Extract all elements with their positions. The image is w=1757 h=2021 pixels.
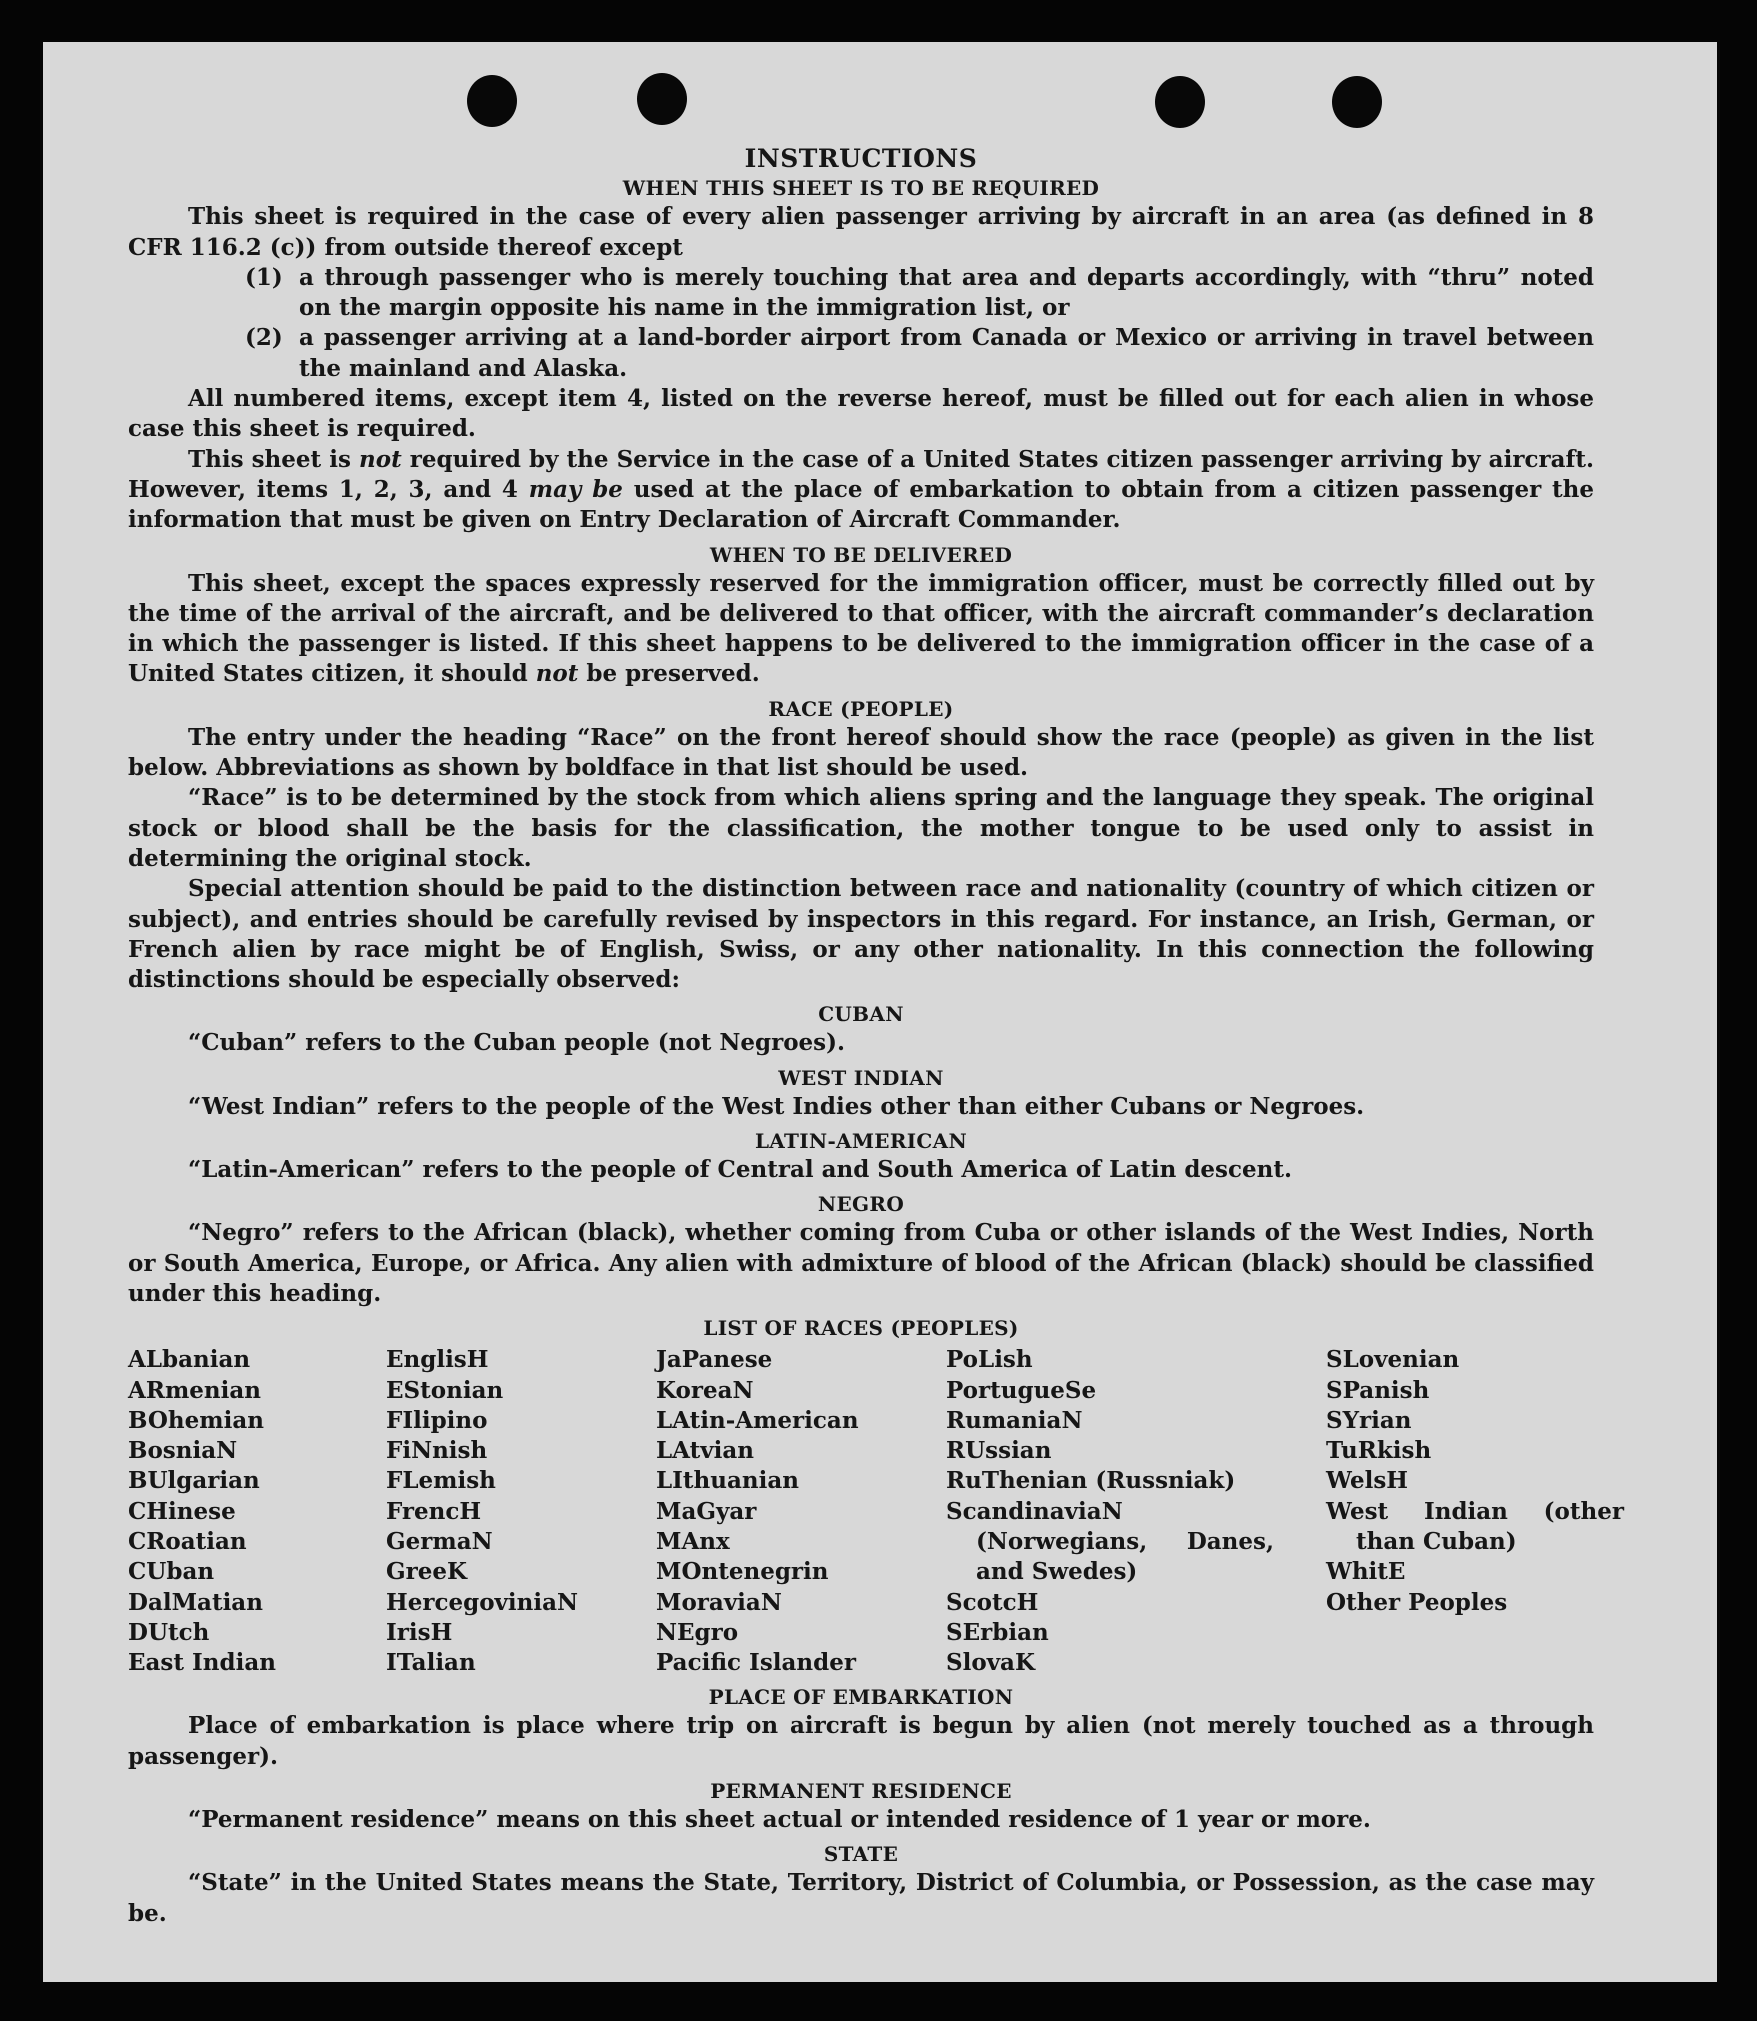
punch-hole (1332, 76, 1382, 128)
section-heading: LIST OF RACES (PEOPLES) (703, 1316, 1019, 1341)
section-heading: CUBAN (818, 1002, 904, 1027)
race-item: WelsH (1326, 1467, 1409, 1495)
race-item: IrisH (386, 1618, 453, 1646)
paragraph (128, 569, 1594, 690)
race-item: FIlipino (386, 1406, 488, 1434)
item-number: (2) (245, 324, 283, 352)
item-number: (1) (245, 263, 283, 291)
race-item: CRoatian (128, 1527, 247, 1555)
race-item: West Indian (other than Cuban) (1326, 1497, 1624, 1555)
emphasis: not (535, 660, 579, 688)
document-page (43, 42, 1717, 1982)
race-item: RUssian (946, 1437, 1052, 1465)
race-item: ARmenian (128, 1376, 262, 1404)
paragraph: “Race” is to be determined by the stock from which aliens spring and the language they speak. The original stock or blood shall be the basis for the classification, the mother tongue to be used only to assist in determining the original stock. (128, 784, 1594, 872)
race-column (128, 1345, 386, 1678)
race-item: MOntenegrin (656, 1558, 829, 1586)
race-item: Other Peoples (1326, 1588, 1508, 1616)
race-item: EnglisH (386, 1346, 489, 1374)
paragraph: “West Indian” refers to the people of the West Indies other than either Cubans or Negroes. (188, 1092, 1365, 1120)
instructions-content (128, 144, 1624, 1929)
race-item: FrencH (386, 1497, 482, 1525)
paragraph: The entry under the heading “Race” on the front hereof should show the race (people) as given in the list below. Abbreviations as shown by boldface in that list should be used. (128, 723, 1594, 782)
race-item: TuRkish (1326, 1437, 1432, 1465)
race-item: SYrian (1326, 1406, 1412, 1434)
race-item: BosniaN (128, 1437, 238, 1465)
paragraph: This sheet is required in the case of every alien passenger arriving by aircraft in an area (as defined in 8 CFR 116.2 (c)) from outside thereof except (128, 203, 1594, 261)
emphasis: may be (528, 475, 623, 503)
race-item: SLovenian (1326, 1346, 1460, 1374)
race-column (946, 1345, 1326, 1678)
race-item: MAnx (656, 1527, 730, 1555)
race-item: RumaniaN (946, 1406, 1083, 1434)
race-item: EStonian (386, 1376, 504, 1404)
race-item: Pacific Islander (656, 1649, 856, 1677)
page-title: INSTRUCTIONS (744, 144, 978, 173)
race-column (1326, 1345, 1624, 1678)
punch-hole (637, 73, 687, 125)
section-heading: LATIN-AMERICAN (754, 1129, 968, 1154)
race-item: ScotcH (946, 1588, 1039, 1616)
text-run: be preserved. (578, 660, 760, 688)
race-item: NEgro (656, 1618, 739, 1646)
race-column (386, 1345, 656, 1678)
race-item: GreeK (386, 1558, 468, 1586)
race-item: BUlgarian (128, 1467, 260, 1495)
list-item (245, 263, 1594, 324)
race-list (128, 1345, 1624, 1678)
race-item: LAtin-American (656, 1406, 859, 1434)
section-heading: WHEN THIS SHEET IS TO BE REQUIRED (622, 176, 1100, 201)
section-heading: STATE (823, 1842, 899, 1867)
punch-hole (467, 75, 517, 127)
section-heading: WHEN TO BE DELIVERED (709, 542, 1013, 567)
paragraph (128, 445, 1594, 536)
race-item: BOhemian (128, 1406, 264, 1434)
list-item (245, 323, 1594, 384)
punch-hole (1155, 76, 1205, 128)
paragraph: “Permanent residence” means on this sheet actual or intended residence of 1 year or more. (188, 1806, 1371, 1834)
race-item: East Indian (128, 1649, 276, 1677)
race-item: GermaN (386, 1527, 493, 1555)
paragraph: Special attention should be paid to the distinction between race and nationality (country of which citizen or subject), and entries should be carefully revised by inspectors in this regard. For instance, an Irish, German, or French alien by race might be of English, Swiss, or any other nationality. In this connection the following distinctions should be especially observed: (128, 875, 1594, 994)
race-item: ALbanian (128, 1346, 251, 1374)
race-item: SPanish (1326, 1376, 1430, 1404)
race-item: SlovaK (946, 1649, 1035, 1677)
race-item: LIthuanian (656, 1467, 799, 1495)
race-item: RuThenian (Russniak) (946, 1467, 1236, 1495)
paragraph: “State” in the United States means the State, Territory, District of Columbia, or Possession, as the case may be. (128, 1869, 1594, 1927)
race-item: LAtvian (656, 1437, 754, 1465)
item-text: a through passenger who is merely touching that area and departs accordingly, with “thru” noted on the margin opposite his name in the immigration list, or (299, 263, 1594, 322)
race-item: ScandinaviaN (Norwegians, Danes, and Swedes) (946, 1497, 1274, 1586)
race-item: SErbian (946, 1618, 1049, 1646)
text-run: used at the place of embarkation to obtain from a citizen passenger the information that must be given on Entry Declaration of Aircraft Commander. (128, 475, 1595, 534)
race-item: FiNnish (386, 1437, 488, 1465)
text-run: This sheet, except the spaces expressly reserved for the immigration officer, must be correctly filled out by the time of the arrival of the aircraft, and be delivered to that officer, with the aircraft commander’s declaration in which the passenger is listed. If this sheet happens to be delivered to the immigration officer in the case of a United States citizen, it should (128, 569, 1594, 688)
race-item: PortugueSe (946, 1376, 1097, 1404)
race-item: FLemish (386, 1467, 496, 1495)
section-heading: RACE (PEOPLE) (768, 696, 954, 721)
section-heading: PLACE OF EMBARKATION (708, 1685, 1014, 1710)
paragraph: “Cuban” refers to the Cuban people (not Negroes). (188, 1029, 846, 1057)
section-heading: WEST INDIAN (778, 1065, 944, 1090)
paragraph: “Latin-American” refers to the people of Central and South America of Latin descent. (188, 1156, 1292, 1184)
race-item: KoreaN (656, 1376, 754, 1404)
race-item: ITalian (386, 1649, 476, 1677)
paragraph: “Negro” refers to the African (black), whether coming from Cuba or other islands of the West Indies, North or South America, Europe, or Africa. Any alien with admixture of blood of the African (black) should be classified under this heading. (128, 1219, 1594, 1307)
race-item: PoLish (946, 1346, 1033, 1374)
race-column (656, 1345, 946, 1678)
race-item: CUban (128, 1558, 215, 1586)
text-run: required by the Service in the case of a United States citizen passenger arriving by aircraft. However, items 1, 2, 3, and 4 (128, 445, 1594, 503)
race-item: DUtch (128, 1618, 210, 1646)
item-text: a passenger arriving at a land-border airport from Canada or Mexico or arriving in travel between the mainland and Alaska. (299, 324, 1594, 382)
race-item: DalMatian (128, 1588, 263, 1616)
paragraph: All numbered items, except item 4, listed on the reverse hereof, must be filled out for each alien in whose case this sheet is required. (128, 385, 1594, 443)
section-heading: PERMANENT RESIDENCE (710, 1779, 1012, 1804)
race-item: WhitE (1326, 1558, 1406, 1586)
race-item: HercegoviniaN (386, 1588, 579, 1616)
emphasis: not (359, 445, 402, 473)
race-item: JaPanese (656, 1346, 773, 1374)
section-heading: NEGRO (817, 1192, 905, 1217)
paragraph: Place of embarkation is place where trip on aircraft is begun by alien (not merely touched as a through passenger). (128, 1712, 1594, 1770)
race-item: CHinese (128, 1497, 236, 1525)
race-item: MaGyar (656, 1497, 757, 1525)
text-run: This sheet is (188, 445, 360, 473)
race-item: MoraviaN (656, 1588, 782, 1616)
